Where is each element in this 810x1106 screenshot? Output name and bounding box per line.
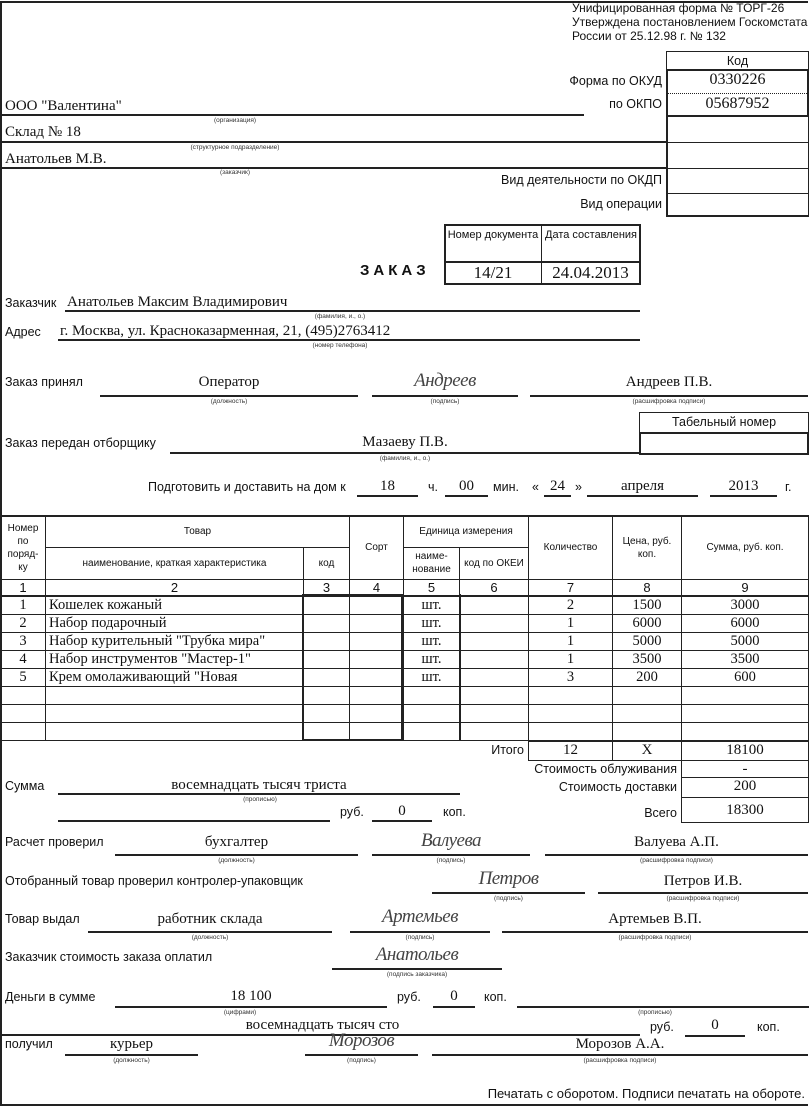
okpo-value: 05687952: [705, 95, 770, 112]
received-position: курьер: [109, 1036, 154, 1052]
col-number: 1: [1, 579, 46, 596]
checked-signature: Валуева: [420, 830, 482, 851]
header-goods-code: код: [304, 547, 350, 579]
controller-signature: Петров: [478, 868, 539, 889]
table-row: [1, 650, 809, 668]
row-sum: 5000: [682, 632, 809, 650]
line: [587, 495, 698, 497]
column-numbers-row: [1, 579, 809, 596]
row-sum: 3500: [682, 650, 809, 668]
header-unit: Единица измерения: [404, 516, 529, 547]
received-signature: Морозов: [328, 1030, 395, 1051]
code-cell-customer: [666, 142, 809, 169]
picker-label: Заказ передан отборщику: [5, 436, 156, 450]
line: [433, 1006, 475, 1008]
row-qty: 1: [529, 650, 613, 668]
organization-line: [0, 114, 584, 116]
delivery-hour: 18: [380, 478, 395, 494]
table-row-empty: [1, 704, 809, 722]
rub-label: руб.: [650, 1020, 674, 1034]
col-number: 2: [46, 579, 304, 596]
line: [372, 820, 432, 822]
code-cell-okdp: [666, 168, 809, 194]
issued-name: Артемьев В.П.: [608, 911, 702, 927]
address-value: г. Москва, ул. Красноказарменная, 21, (495)2763412: [60, 323, 391, 339]
issued-position: работник склада: [157, 911, 263, 927]
address-line: [58, 339, 640, 341]
customer-caption: (фамилия, и., о.): [314, 313, 366, 320]
header-unit-name: наиме-нование: [404, 547, 460, 579]
delivery-month: апреля: [620, 478, 665, 494]
document-number-header: Номер документа: [447, 229, 539, 241]
row-okei: [460, 614, 529, 632]
quote-close: »: [575, 480, 582, 494]
col-number: 5: [404, 579, 460, 596]
document-date: 24.04.2013: [552, 263, 629, 282]
accepted-name: Андреев П.В.: [625, 374, 713, 390]
row-price: 6000: [613, 614, 682, 632]
row-unit: шт.: [404, 632, 460, 650]
picker-value: Мазаеву П.В.: [362, 434, 448, 450]
organization-value: ООО "Валентина": [5, 98, 122, 114]
division-caption: (структурное подразделение): [190, 144, 280, 151]
col-number: 3: [304, 579, 350, 596]
col-number: 8: [613, 579, 682, 596]
accepted-label: Заказ принял: [5, 375, 83, 389]
customer-short-value: Анатольев М.В.: [5, 151, 107, 167]
picker-line: [170, 452, 640, 454]
code-cell-division: [666, 116, 809, 143]
delivery-year: 2013: [728, 478, 759, 494]
caption: (прописью): [243, 796, 277, 803]
address-label: Адрес: [5, 325, 41, 339]
line: [100, 395, 358, 397]
total-sum: 18100: [681, 741, 809, 761]
received-label: получил: [5, 1037, 53, 1051]
customer-line: [65, 310, 640, 312]
col-number: 7: [529, 579, 613, 596]
caption: (расшифровка подписи): [618, 934, 692, 941]
line: [544, 495, 571, 497]
caption: (расшифровка подписи): [632, 398, 706, 405]
caption: (прописью): [638, 1009, 672, 1016]
row-name: Кошелек кожаный: [46, 596, 304, 615]
table-row-empty: [1, 686, 809, 704]
money-kop: 0: [450, 988, 458, 1004]
rub-label: руб.: [340, 805, 364, 819]
okud-value: 0330226: [709, 71, 766, 88]
accepted-signature: Андреев: [414, 370, 476, 391]
minute-unit: мин.: [493, 480, 519, 494]
caption: (должность): [191, 934, 229, 941]
hour-unit: ч.: [428, 480, 438, 494]
paid-label: Заказчик стоимость заказа оплатил: [5, 950, 213, 964]
row-unit: шт.: [404, 596, 460, 615]
address-caption: (номер телефона): [312, 342, 368, 349]
caption: (расшифровка подписи): [666, 895, 740, 902]
row-okei: [460, 650, 529, 668]
okpo-label: по ОКПО: [609, 97, 662, 111]
row-sum: 3000: [682, 596, 809, 615]
table-row: [1, 614, 809, 632]
row-num: 3: [1, 632, 46, 650]
document-title: ЗАКАЗ: [360, 262, 430, 279]
row-name: Набор курительный "Трубка мира": [46, 632, 304, 650]
checked-name: Валуева А.П.: [634, 834, 719, 850]
header-qty: Количество: [529, 516, 613, 579]
money-kop-2: 0: [711, 1017, 719, 1033]
row-name: Крем омолаживающий "Новая: [46, 668, 304, 686]
okdp-label: Вид деятельности по ОКДП: [501, 173, 662, 187]
organization-caption: (организация): [213, 117, 257, 124]
row-sum: 6000: [682, 614, 809, 632]
row-okei: [460, 632, 529, 650]
customer-short-caption: (заказчик): [219, 169, 251, 176]
delivery-minute: 00: [459, 478, 474, 494]
code-grade-block: [302, 594, 403, 741]
kop-label: коп.: [443, 805, 466, 819]
line: [530, 395, 808, 397]
code-header: [666, 51, 809, 70]
line: [710, 495, 777, 497]
grand-total-label: Всего: [644, 806, 677, 820]
money-digits: 18 100: [230, 988, 272, 1004]
caption: (цифрами): [223, 1009, 257, 1016]
service-value: -: [681, 760, 809, 778]
kop-label: коп.: [484, 990, 507, 1004]
row-price: 3500: [613, 650, 682, 668]
row-price: 200: [613, 668, 682, 686]
goods-table: [0, 515, 809, 741]
caption: (подпись): [436, 857, 466, 864]
row-qty: 1: [529, 614, 613, 632]
tab-number-header: [639, 412, 809, 433]
line: [432, 1054, 808, 1056]
row-name: Набор подарочный: [46, 614, 304, 632]
sum-kop: 0: [398, 803, 406, 819]
col-number: 6: [460, 579, 529, 596]
line: [598, 892, 808, 894]
customer-label: Заказчик: [5, 296, 57, 310]
line: [115, 1006, 387, 1008]
header-sum: Сумма, руб. коп.: [682, 516, 809, 579]
money-label: Деньги в сумме: [5, 990, 96, 1004]
issued-signature: Артемьев: [382, 906, 458, 927]
quote-open: «: [532, 480, 539, 494]
row-unit: шт.: [404, 614, 460, 632]
header-price: Цена, руб. коп.: [613, 516, 682, 579]
checked-position: бухгалтер: [204, 834, 269, 850]
col-number: 9: [682, 579, 809, 596]
line: [372, 854, 530, 856]
caption: (подпись): [405, 934, 435, 941]
code-header-label: Код: [726, 54, 749, 68]
caption: (должность): [113, 1057, 150, 1064]
line: [305, 1054, 418, 1056]
header-goods-name: наименование, краткая характеристика: [46, 547, 304, 579]
grand-total-value: 18300: [681, 797, 809, 823]
form-reference: [572, 1, 807, 43]
document-date-header: Дата составления: [545, 229, 637, 241]
row-okei: [460, 596, 529, 615]
row-price: 5000: [613, 632, 682, 650]
row-price: 1500: [613, 596, 682, 615]
header-goods: Товар: [46, 516, 350, 547]
row-okei: [460, 668, 529, 686]
header-num: Номер по поряд-ку: [1, 516, 46, 579]
header-grade: Сорт: [350, 516, 404, 579]
row-num: 4: [1, 650, 46, 668]
customer-value: Анатольев Максим Владимирович: [67, 294, 288, 310]
row-sum: 600: [682, 668, 809, 686]
row-qty: 3: [529, 668, 613, 686]
caption: (расшифровка подписи): [583, 1057, 657, 1064]
line: [332, 968, 502, 970]
row-unit: шт.: [404, 668, 460, 686]
table-row: [1, 668, 809, 686]
line: [545, 854, 808, 856]
code-cell-operation: [666, 193, 809, 217]
sum-words: восемнадцать тысяч триста: [171, 777, 347, 793]
table-row-empty: [1, 722, 809, 740]
total-label: Итого: [491, 743, 524, 757]
line: [115, 854, 358, 856]
line: [445, 495, 488, 497]
okud-label: Форма по ОКУД: [569, 74, 662, 88]
line: [357, 495, 418, 497]
delivery-cost-label: Стоимость доставки: [558, 780, 677, 794]
caption: (расшифровка подписи): [640, 857, 713, 864]
line: [65, 1054, 198, 1056]
tab-number-header-label: Табельный номер: [671, 415, 777, 429]
line: [58, 793, 460, 795]
checked-label: Расчет проверил: [5, 835, 104, 849]
row-qty: 1: [529, 632, 613, 650]
division-value: Склад № 18: [5, 124, 81, 140]
line: [350, 931, 490, 933]
col-number: 4: [350, 579, 404, 596]
table-row: [1, 596, 809, 615]
caption: (подпись): [347, 1057, 376, 1064]
delivery-cost-value: 200: [681, 777, 809, 798]
picker-caption: (фамилия, и., о.): [379, 455, 431, 462]
table-row: [1, 632, 809, 650]
divider: [666, 93, 809, 94]
service-label: Стоимость облуживания: [534, 762, 677, 776]
line: [58, 820, 330, 822]
divider: [459, 594, 461, 741]
tab-number-field[interactable]: [639, 432, 809, 455]
controller-name: Петров И.В.: [663, 873, 743, 889]
row-num: 1: [1, 596, 46, 615]
document-number: 14/21: [473, 263, 513, 282]
caption: (должность): [210, 398, 248, 405]
kop-label: коп.: [757, 1020, 780, 1034]
paid-signature: Анатольев: [375, 944, 459, 965]
rub-label: руб.: [397, 990, 421, 1004]
total-qty: 12: [528, 741, 613, 761]
year-unit: г.: [785, 480, 792, 494]
row-num: 2: [1, 614, 46, 632]
received-name: Морозов А.А.: [575, 1036, 665, 1052]
controller-label: Отобранный товар проверил контролер-упаковщик: [5, 874, 303, 888]
caption: (подпись): [430, 398, 460, 405]
total-price: X: [612, 741, 682, 761]
header-unit-code: код по ОКЕИ: [460, 547, 529, 579]
accepted-position: Оператор: [198, 374, 260, 390]
line: [502, 931, 808, 933]
caption: (подпись): [494, 895, 523, 902]
operation-label: Вид операции: [580, 197, 662, 211]
caption: (подпись заказчика): [386, 971, 448, 978]
line: [432, 892, 585, 894]
row-qty: 2: [529, 596, 613, 615]
form-line-1: Унифицированная форма № ТОРГ-26: [572, 1, 785, 15]
line: [372, 395, 518, 397]
customer-short-line: [0, 167, 667, 169]
form-line-2: Утверждена постановлением Госкомстата: [572, 15, 808, 29]
line: [88, 931, 332, 933]
sum-label: Сумма: [5, 779, 45, 793]
delivery-day: 24: [550, 478, 565, 494]
row-num: 5: [1, 668, 46, 686]
money-words: восемнадцать тысяч сто: [245, 1017, 400, 1033]
footer-note: Печатать с оборотом. Подписи печатать на обороте.: [487, 1086, 805, 1101]
division-line: [0, 141, 667, 143]
form-line-3: России от 25.12.98 г. № 132: [572, 29, 726, 43]
row-name: Набор инструментов "Мастер-1": [46, 650, 304, 668]
line: [517, 1006, 809, 1008]
row-unit: шт.: [404, 650, 460, 668]
delivery-label: Подготовить и доставить на дом к: [148, 480, 346, 494]
caption: (должность): [218, 857, 255, 864]
issued-label: Товар выдал: [5, 912, 80, 926]
